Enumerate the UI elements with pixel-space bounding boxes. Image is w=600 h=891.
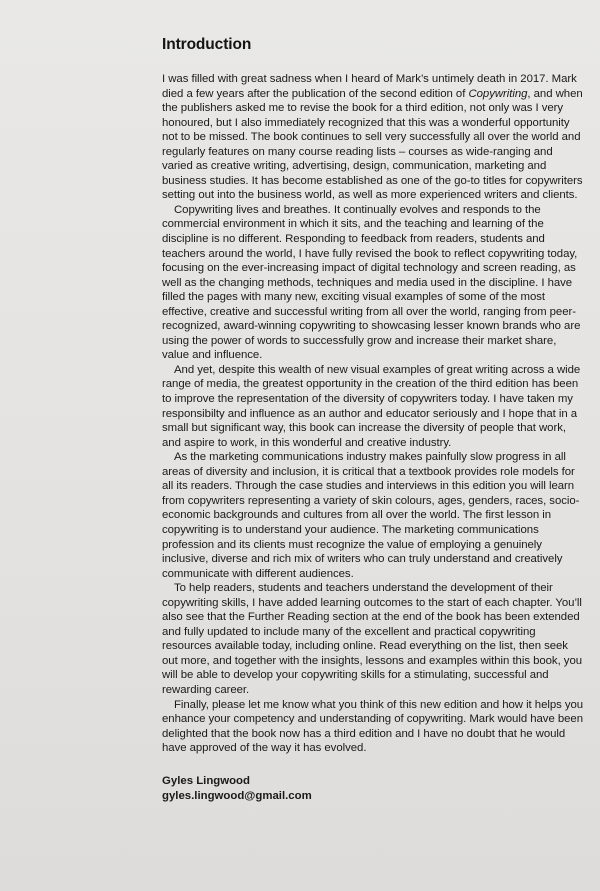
paragraph-1-part-b: , and when the publishers asked me to revise the book for a third edition, not only was I very honoured, but I also immediately recognized that this was a wonderful opportunity not to be missed. The book continues to sell very successfully all over the world and regularly features on many course reading lists – courses as wide-ranging and varied as creative writing, advertising, design, communication, marketing and business studies. It has become established as one of the go-to titles for copywriters setting out into the business world, as well as more experienced writers and clients. bbox=[162, 87, 583, 202]
paragraph-2: Copywriting lives and breathes. It continually evolves and responds to the commercial environment in which it sits, and the teaching and learning of the discipline is no different. Responding to feedback from readers, students and teachers around the world, I have fully revised the book to reflect copywriting today, focusing on the ever-increasing impact of digital technology and screen reading, as well as the changing methods, techniques and media used in the discipline. I have filled the pages with many new, exciting visual examples of some of the most effective, creative and successful writing from all over the world, ranging from peer-recognized, award-winning copywriting to showcasing lesser known brands who are using the power of words to successfully grow and increase their market share, value and influence. bbox=[162, 203, 581, 362]
signature-block bbox=[162, 774, 584, 804]
author-email: gyles.lingwood@gmail.com bbox=[162, 789, 312, 802]
paragraph-1 bbox=[162, 72, 584, 203]
book-title-emphasis: Copywriting bbox=[468, 87, 528, 100]
paragraph-1-part-a: I was filled with great sadness when I heard of Mark’s untimely death in 2017. Mark died a few years after the publication of the second edition of bbox=[162, 73, 577, 100]
paragraph-3: And yet, despite this wealth of new visual examples of great writing across a wide range of media, the greatest opportunity in the creation of the third edition has been to improve the representation of the diversity of copywriters today. I have taken my responsibilty and influence as an author and educator seriously and I hope that in a small but significant way, this book can increase the diversity of people that work, and aspire to work, in this wonderful and creative industry. bbox=[162, 363, 581, 449]
paragraph-4: As the marketing communications industry makes painfully slow progress in all areas of diversity and inclusion, it is critical that a textbook provides role models for all its readers. Through the case studies and interviews in this edition you will learn from copywriters representing a variety of skin colours, ages, genders, races, socio-economic backgrounds and cultures from all over the world. The first lesson in copywriting is to understand your audience. The marketing communications profession and its clients must recognize the value of employing a genuinely inclusive, diverse and rich mix of writers who can truly understand and creatively communicate with different audiences. bbox=[162, 451, 580, 580]
body-text bbox=[162, 72, 584, 756]
page-title: Introduction bbox=[162, 36, 252, 53]
paragraph-6: Finally, please let me know what you think of this new edition and how it helps you enhance your competency and understanding of copywriting. Mark would have been delighted that the book now has a third edition and I have no doubt that he would have approved of the way it has evolved. bbox=[162, 698, 584, 755]
paragraph-5: To help readers, students and teachers understand the development of their copywriting skills, I have added learning outcomes to the start of each chapter. You’ll also see that the Further Reading section at the end of the book has been extended and fully updated to include many of the excellent and practical copywriting resources available today, including online. Read everything on the list, then seek out more, and together with the insights, lessons and examples within this book, you will be able to develop your copywriting skills for a stimulating, successful and rewarding career. bbox=[162, 582, 583, 696]
document-page bbox=[162, 36, 584, 804]
author-name: Gyles Lingwood bbox=[162, 774, 250, 787]
